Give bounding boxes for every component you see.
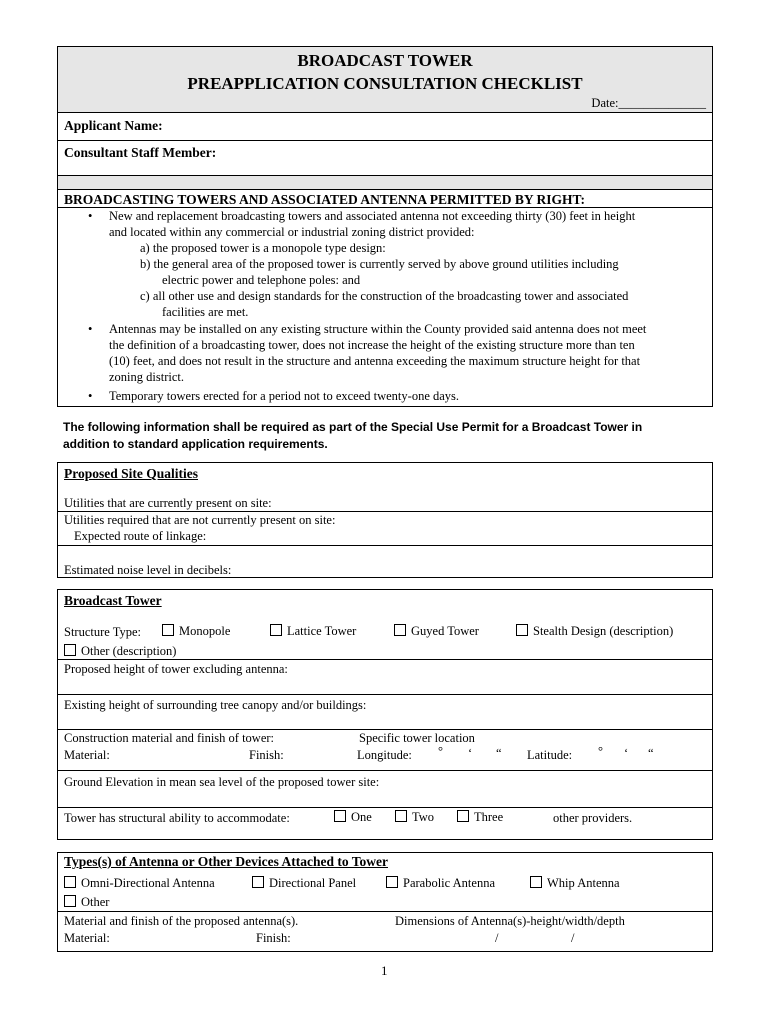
utilities-present-label: Utilities that are currently present on site:	[64, 496, 272, 510]
other-option[interactable]	[64, 644, 176, 659]
proposed-height-row	[58, 659, 712, 694]
two-label: Two	[412, 810, 435, 824]
site-qualities-section	[57, 462, 713, 578]
utilities-required-label: Utilities required that are not currently present on site:	[64, 513, 336, 527]
accommodate-row	[58, 807, 712, 840]
guyed-option[interactable]	[394, 624, 479, 639]
by-right-heading: BROADCASTING TOWERS AND ASSOCIATED ANTENNA PERMITTED BY RIGHT:	[64, 192, 585, 207]
noise-row	[58, 545, 712, 578]
existing-height-label: Existing height of surrounding tree canopy and/or buildings:	[64, 698, 367, 712]
specific-location-label: Specific tower location	[359, 731, 475, 745]
construction-row	[58, 729, 712, 770]
lattice-option[interactable]	[270, 624, 356, 639]
utilities-required-row	[58, 511, 712, 545]
item-a: a) the proposed tower is a monopole type design:	[140, 241, 386, 255]
title-line-1: BROADCAST TOWER	[297, 51, 473, 70]
omni-checkbox[interactable]	[64, 876, 76, 888]
antenna-other-label: Other	[81, 895, 110, 909]
other-label: Other (description)	[81, 644, 177, 658]
bullet-dot: •	[88, 209, 93, 223]
directional-option[interactable]	[252, 876, 356, 891]
consultant-label: Consultant Staff Member:	[64, 145, 217, 160]
longitude-degree: °	[438, 744, 443, 758]
bullet-dot: •	[88, 389, 93, 403]
guyed-label: Guyed Tower	[411, 624, 479, 638]
consultant-row	[58, 140, 712, 175]
existing-height-row	[58, 694, 712, 729]
one-checkbox[interactable]	[334, 810, 346, 822]
header-section	[57, 46, 713, 208]
longitude-minute: ‘	[468, 746, 473, 760]
bullet-2-line-3: (10) feet, and does not result in the structure and antenna exceeding the maximum structure height for that	[109, 354, 641, 368]
latitude-label: Latitude:	[527, 748, 573, 762]
item-b-line-1: b) the general area of the proposed tower is currently served by above ground utilities including	[140, 257, 619, 271]
noise-label: Estimated noise level in decibels:	[64, 563, 232, 577]
three-checkbox[interactable]	[457, 810, 469, 822]
stealth-label: Stealth Design (description)	[533, 624, 674, 638]
item-c-line-1: c) all other use and design standards for the construction of the broadcasting tower and associated	[140, 289, 629, 303]
monopole-option[interactable]	[162, 624, 230, 639]
stealth-option[interactable]	[516, 624, 673, 639]
ground-elevation-row	[58, 770, 712, 807]
date-label: Date:______________	[591, 96, 706, 110]
other-checkbox[interactable]	[64, 644, 76, 656]
tower-heading: Broadcast Tower	[64, 593, 162, 608]
parabolic-label: Parabolic Antenna	[403, 876, 495, 890]
monopole-checkbox[interactable]	[162, 624, 174, 636]
bullet-2-line-2: the definition of a broadcasting tower, does not increase the height of the existing structure more than ten	[109, 338, 635, 352]
two-option[interactable]	[395, 810, 434, 825]
parabolic-checkbox[interactable]	[386, 876, 398, 888]
route-label: Expected route of linkage:	[74, 529, 207, 543]
gray-spacer	[58, 175, 712, 189]
whip-option[interactable]	[530, 876, 620, 891]
by-right-section	[57, 207, 713, 407]
dimension-slash-2: /	[571, 931, 575, 945]
applicant-row	[58, 112, 712, 140]
item-c-line-2: facilities are met.	[162, 305, 249, 319]
three-label: Three	[474, 810, 504, 824]
site-heading: Proposed Site Qualities	[64, 466, 199, 481]
antenna-material-label: Material:	[64, 931, 110, 945]
longitude-label: Longitude:	[357, 748, 412, 762]
title-line-2: PREAPPLICATION CONSULTATION CHECKLIST	[187, 74, 583, 93]
latitude-second: “	[648, 746, 654, 760]
construction-label: Construction material and finish of tower:	[64, 731, 275, 745]
latitude-degree: °	[598, 744, 603, 758]
bullet-1-line-1: New and replacement broadcasting towers and associated antenna not exceeding thirty (30) feet in height	[109, 209, 636, 223]
antenna-dimensions-label: Dimensions of Antenna(s)-height/width/depth	[395, 914, 625, 928]
notice-line-2: addition to standard application requirements.	[63, 437, 328, 451]
one-label: One	[351, 810, 372, 824]
dimension-slash-1: /	[495, 931, 499, 945]
parabolic-option[interactable]	[386, 876, 495, 891]
item-b-line-2: electric power and telephone poles: and	[162, 273, 361, 287]
proposed-height-label: Proposed height of tower excluding antenna:	[64, 662, 288, 676]
lattice-label: Lattice Tower	[287, 624, 357, 638]
material-label: Material:	[64, 748, 110, 762]
antenna-section	[57, 852, 713, 952]
notice-line-1: The following information shall be required as part of the Special Use Permit for a Broadcast Tower in	[63, 420, 643, 434]
antenna-other-option[interactable]	[64, 895, 109, 910]
antenna-material-row	[58, 911, 712, 952]
bullet-3-line-1: Temporary towers erected for a period not to exceed twenty-one days.	[109, 389, 460, 403]
ground-elevation-label: Ground Elevation in mean sea level of the proposed tower site:	[64, 775, 380, 789]
antenna-material-finish-label: Material and finish of the proposed antenna(s).	[64, 914, 299, 928]
title-band	[58, 47, 712, 112]
applicant-name-label: Applicant Name:	[64, 118, 163, 133]
stealth-checkbox[interactable]	[516, 624, 528, 636]
bullet-1-line-2: and located within any commercial or industrial zoning district provided:	[109, 225, 475, 239]
directional-checkbox[interactable]	[252, 876, 264, 888]
antenna-other-checkbox[interactable]	[64, 895, 76, 907]
bullet-2-line-4: zoning district.	[109, 370, 184, 384]
broadcast-tower-section	[57, 589, 713, 840]
other-providers-label: other providers.	[553, 811, 633, 825]
lattice-checkbox[interactable]	[270, 624, 282, 636]
latitude-minute: ‘	[624, 746, 629, 760]
by-right-heading-row	[58, 189, 712, 208]
page-number: 1	[381, 963, 388, 978]
whip-checkbox[interactable]	[530, 876, 542, 888]
structure-type-label: Structure Type:	[64, 625, 142, 639]
antenna-heading: Types(s) of Antenna or Other Devices Attached to Tower	[64, 854, 388, 869]
guyed-checkbox[interactable]	[394, 624, 406, 636]
bullet-2-line-1: Antennas may be installed on any existing structure within the County provided said antenna does not meet	[109, 322, 647, 336]
omni-label: Omni-Directional Antenna	[81, 876, 215, 890]
antenna-finish-label: Finish:	[256, 931, 291, 945]
finish-label: Finish:	[249, 748, 284, 762]
longitude-second: “	[496, 746, 502, 760]
omni-option[interactable]	[64, 876, 215, 891]
one-option[interactable]	[334, 810, 372, 825]
three-option[interactable]	[457, 810, 503, 825]
directional-label: Directional Panel	[269, 876, 357, 890]
monopole-label: Monopole	[179, 624, 231, 638]
whip-label: Whip Antenna	[547, 876, 620, 890]
two-checkbox[interactable]	[395, 810, 407, 822]
accommodate-label: Tower has structural ability to accommodate:	[64, 811, 290, 825]
bullet-dot: •	[88, 322, 93, 336]
